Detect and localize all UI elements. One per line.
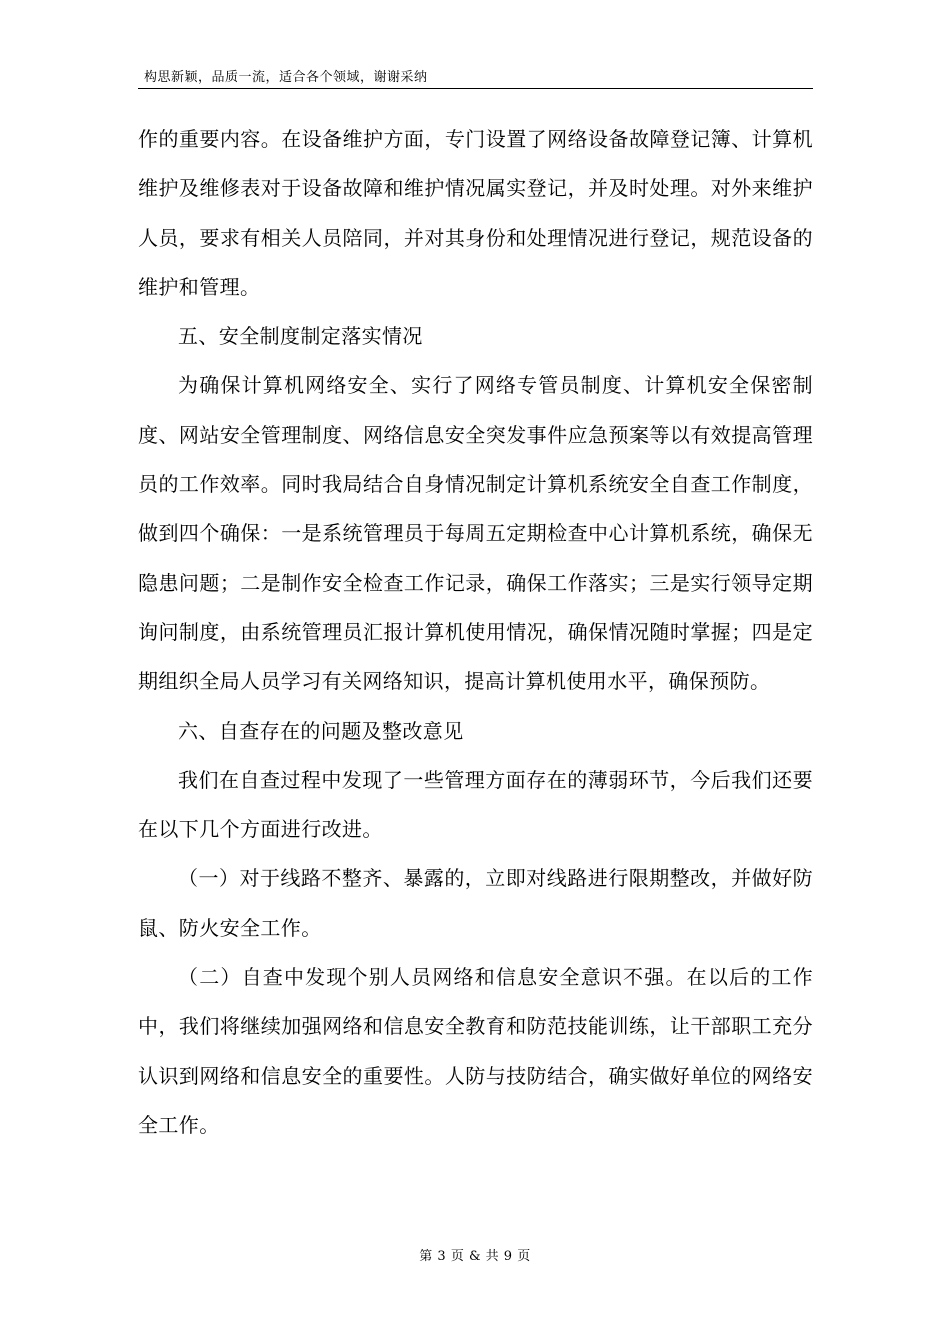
section-heading: 六、自查存在的问题及整改意见: [178, 718, 464, 743]
page-header: [138, 68, 813, 89]
document-body: [138, 115, 813, 1150]
page-footer: [0, 1248, 950, 1266]
paragraph: （一）对于线路不整齐、暴露的，立即对线路进行限期整改，并做好防鼠、防火安全工作。: [138, 866, 813, 940]
paragraph: （二）自查中发现个别人员网络和信息安全意识不强。在以后的工作中，我们将继续加强网络和信息安全教育和防范技能训练，让干部职工充分认识到网络和信息安全的重要性。人防与技防结合，确实做好单位的网络安全工作。: [138, 965, 813, 1137]
header-slogan: 构思新颖，品质一流，适合各个领域，谢谢采纳: [144, 70, 428, 85]
paragraph: 我们在自查过程中发现了一些管理方面存在的薄弱环节，今后我们还要在以下几个方面进行改进。: [138, 767, 813, 842]
paragraph: 作的重要内容。在设备维护方面，专门设置了网络设备故障登记簿、计算机维护及维修表对于设备故障和维护情况属实登记，并及时处理。对外来维护人员，要求有相关人员陪同，并对其身份和处理情况进行登记，规范设备的维护和管理。: [138, 127, 813, 299]
paragraph: 为确保计算机网络安全、实行了网络专管员制度、计算机安全保密制度、网站安全管理制度、网络信息安全突发事件应急预案等以有效提高管理员的工作效率。同时我局结合自身情况制定计算机系统安全自查工作制度，做到四个确保：一是系统管理员于每周五定期检查中心计算机系统，确保无隐患问题；二是制作安全检查工作记录，确保工作落实；三是实行领导定期询问制度，由系统管理员汇报计算机使用情况，确保情况随时掌握；四是定期组织全局人员学习有关网络知识，提高计算机使用水平，确保预防。: [138, 373, 813, 694]
page-number-label: 第 3 页 & 共 9 页: [419, 1249, 531, 1264]
section-heading: 五、安全制度制定落实情况: [178, 324, 423, 349]
